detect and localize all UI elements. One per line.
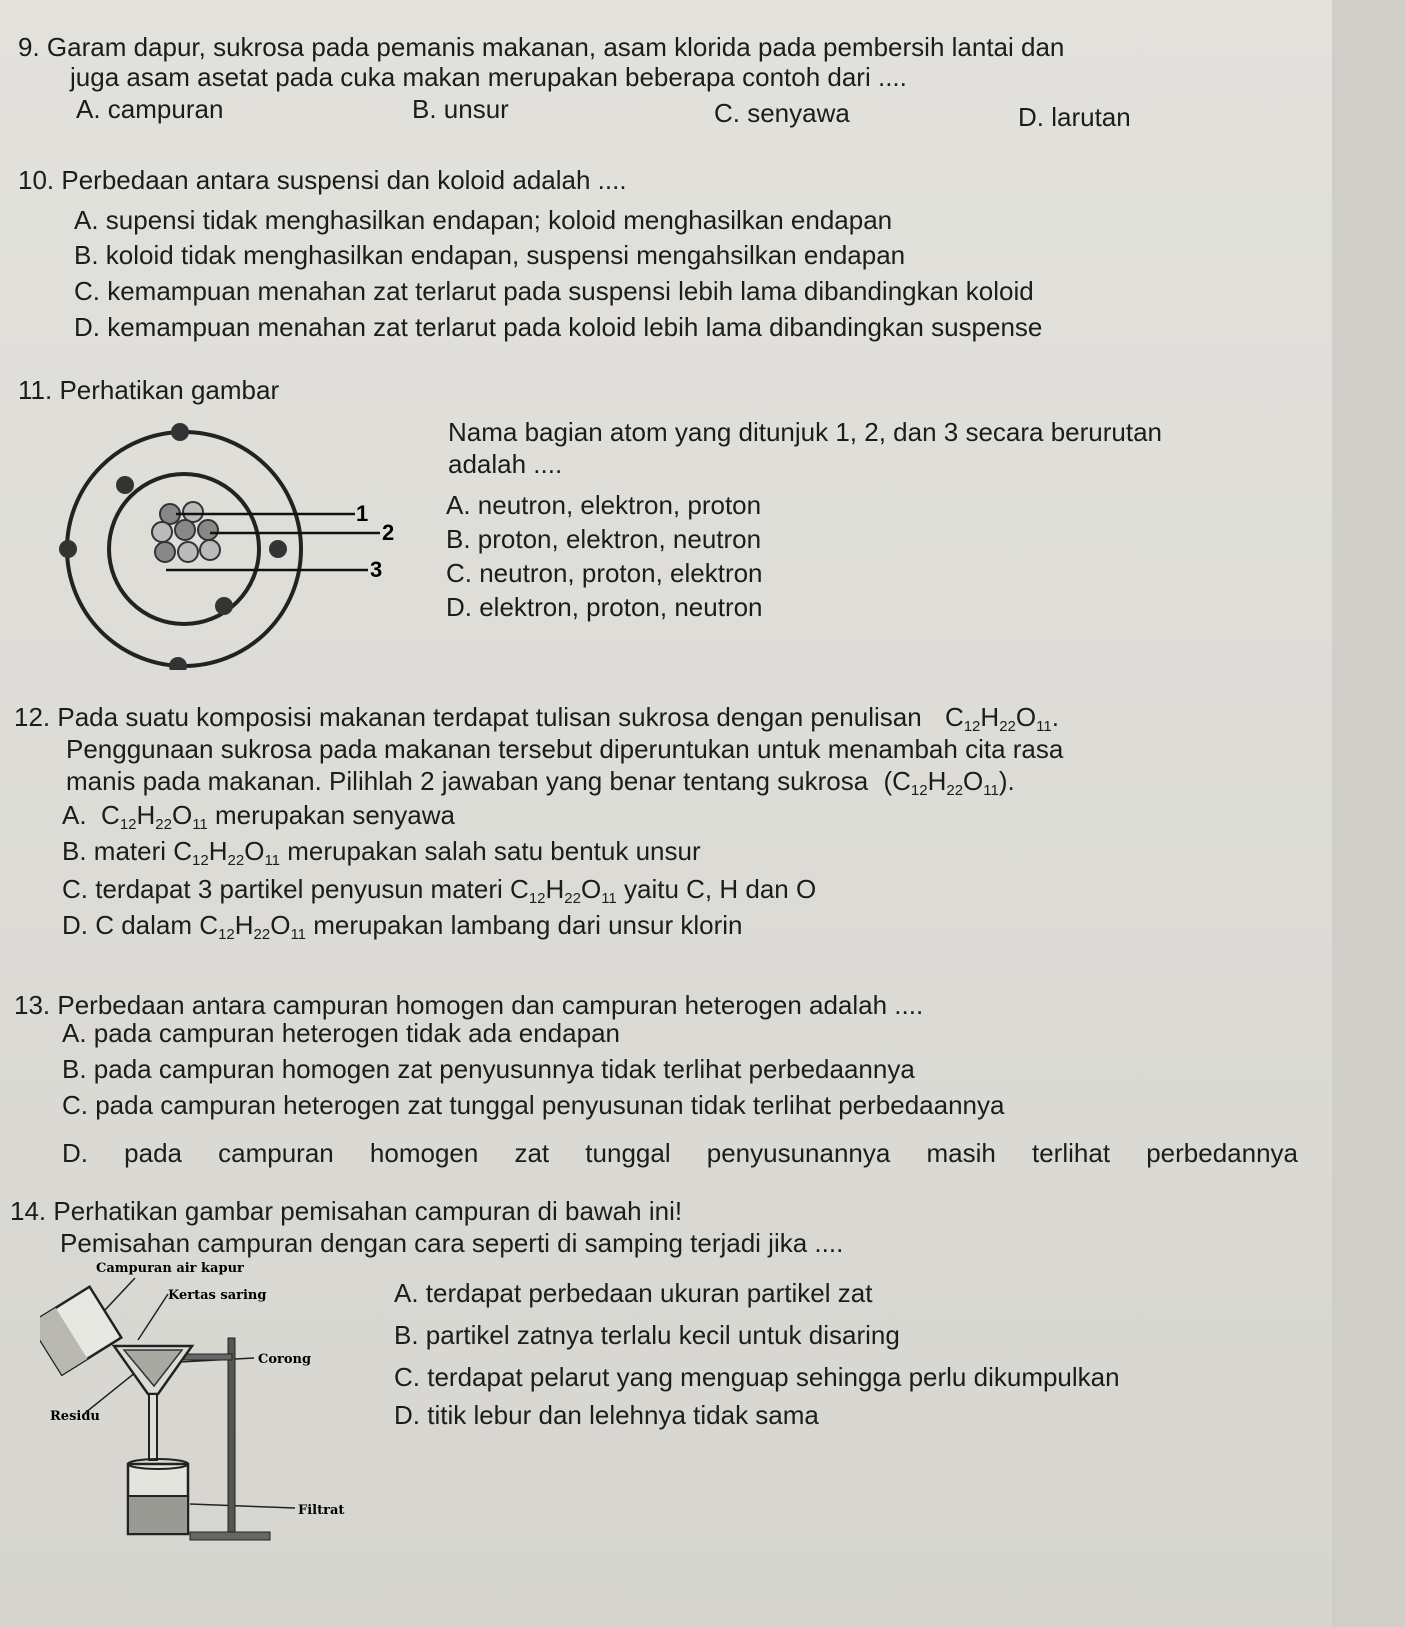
label-kertas-saring: Kertas saring [168, 1288, 267, 1303]
atom-label-2: 2 [382, 520, 395, 545]
filtration-diagram [40, 1258, 370, 1548]
pouring-beaker [40, 1287, 121, 1375]
q12-stem-line1 [14, 700, 1059, 734]
q11-question-line1: Nama bagian atom yang ditunjuk 1, 2, dan 3 secara berurutan [448, 417, 1163, 447]
q14-stem-line2: Pemisahan campuran dengan cara seperti di samping terjadi jika .... [60, 1228, 844, 1258]
q12-stem-line3-text: manis pada makanan. Pilihlah 2 jawaban yang benar tentang sukrosa [66, 766, 869, 796]
label-campuran-air-kapur: Campuran air kapur [96, 1261, 244, 1276]
q14-option-a: A. terdapat perbedaan ukuran partikel zat [394, 1278, 873, 1308]
q12-option-d: D. C dalam $C_{12}H_{22}O_{11}$ merupakan lambang dari unsur klorin [62, 910, 743, 943]
q12-option-b: B. materi $C_{12}H_{22}O_{11}$ merupakan salah satu bentuk unsur [62, 836, 701, 869]
q14-stem-line1: 14. Perhatikan gambar pemisahan campuran di bawah ini! [10, 1196, 683, 1226]
page-edge [1332, 0, 1405, 1627]
q11-stem: 11. Perhatikan gambar [18, 375, 280, 405]
q10-option-b: B. koloid tidak menghasilkan endapan, suspensi mengahsilkan endapan [74, 240, 906, 270]
label-corong: Corong [258, 1352, 312, 1367]
q9-option-d: D. larutan [1018, 102, 1131, 132]
atom-label-3: 3 [370, 557, 383, 582]
q13-stem: 13. Perbedaan antara campuran homogen dan campuran heterogen adalah .... [14, 990, 924, 1020]
q13-option-a: A. pada campuran heterogen tidak ada endapan [62, 1018, 620, 1048]
collecting-beaker [128, 1459, 188, 1534]
q10-stem: 10. Perbedaan antara suspensi dan koloid adalah .... [18, 165, 627, 195]
q11-option-c: C. neutron, proton, elektron [446, 558, 763, 588]
atom-label-1: 1 [356, 501, 369, 526]
q10-option-a: A. supensi tidak menghasilkan endapan; koloid menghasilkan endapan [74, 205, 893, 235]
q12-option-c: C. terdapat 3 partikel penyusun materi $C_{12}H_{22}O_{11}$ yaitu C, H dan O [62, 874, 817, 907]
q13-option-d: D. pada campuran homogen zat tunggal penyusunannya masih terlihat perbedannya [62, 1138, 1298, 1168]
q11-option-b: B. proton, elektron, neutron [446, 524, 762, 554]
q12-formula-paren: $(C_{12}H_{22}O_{11})$. [883, 766, 1015, 799]
q9-stem-line1: 9. Garam dapur, sukrosa pada pemanis makanan, asam klorida pada pembersih lantai dan [18, 32, 1065, 62]
q13-option-c: C. pada campuran heterogen zat tunggal penyusunan tidak terlihat perbedaannya [62, 1090, 1005, 1120]
q9-option-b: B. unsur [412, 94, 509, 124]
q12-option-a: A. $C_{12}H_{22}O_{11}$ merupakan senyawa [62, 800, 455, 833]
q12-formula-a: $C_{12}H_{22}O_{11}$ [101, 800, 208, 833]
q12-stem-line1-text: 12. Pada suatu komposisi makanan terdapat tulisan sukrosa dengan penulisan [14, 702, 922, 732]
q13-option-b: B. pada campuran homogen zat penyusunnya tidak terlihat perbedaannya [62, 1054, 915, 1084]
q11-question-line2: adalah .... [448, 449, 563, 479]
q12-formula-c: $C_{12}H_{22}O_{11}$ [510, 874, 617, 907]
q14-option-d: D. titik lebur dan lelehnya tidak sama [394, 1400, 819, 1430]
retort-stand-base [190, 1532, 270, 1540]
retort-clamp [180, 1354, 232, 1360]
label-filtrat: Filtrat [298, 1503, 345, 1518]
funnel [114, 1346, 192, 1460]
retort-stand-rod [228, 1338, 235, 1538]
q10-option-c: C. kemampuan menahan zat terlarut pada suspensi lebih lama dibandingkan koloid [74, 276, 1034, 306]
q12-formula-d: $C_{12}H_{22}O_{11}$ [199, 910, 307, 943]
atom-diagram [50, 420, 420, 670]
q14-option-c: C. terdapat pelarut yang menguap sehingga perlu dikumpulkan [394, 1362, 1120, 1392]
q11-option-a: A. neutron, elektron, proton [446, 490, 762, 520]
label-residu: Residu [50, 1409, 100, 1424]
q12-formula: $C_{12}H_{22}O_{11}$. [944, 702, 1059, 735]
q14-option-b: B. partikel zatnya terlalu kecil untuk disaring [394, 1320, 900, 1350]
q10-option-d: D. kemampuan menahan zat terlarut pada koloid lebih lama dibandingkan suspense [74, 312, 1043, 342]
q12-stem-line3 [66, 764, 1015, 798]
q12-stem-line2: Penggunaan sukrosa pada makanan tersebut diperuntukan untuk menambah cita rasa [66, 734, 1064, 764]
q12-formula-b: $C_{12}H_{22}O_{11}$ [173, 836, 281, 869]
q9-option-c: C. senyawa [714, 98, 850, 128]
q9-stem-line2: juga asam asetat pada cuka makan merupakan beberapa contoh dari .... [70, 62, 907, 92]
q9-option-a: A. campuran [76, 94, 224, 124]
atom-nucleus [152, 502, 220, 562]
q11-option-d: D. elektron, proton, neutron [446, 592, 763, 622]
